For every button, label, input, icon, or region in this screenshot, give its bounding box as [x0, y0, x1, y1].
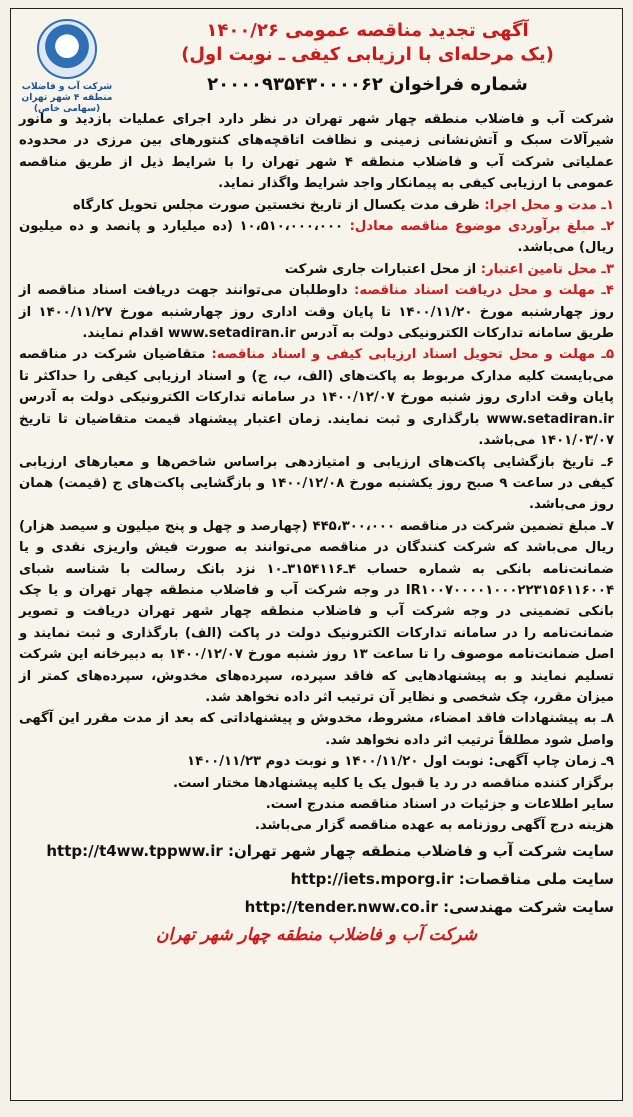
- item-2: [19, 216, 614, 259]
- item-2-label: ۲ـ مبلغ برآوردی موضوع مناقصه معادل:: [343, 219, 614, 235]
- national-site-line: [19, 865, 614, 893]
- company-logo: [19, 19, 115, 115]
- item-1-label: ۱ـ مدت و محل اجرا:: [479, 197, 614, 213]
- company-site-label: سایت شرکت آب و فاضلاب منطقه چهار شهر تهران:: [222, 841, 614, 860]
- item-9: ۹ـ زمان چاپ آگهی: نوبت اول ۱۴۰۰/۱۱/۲۰ و نوبت دوم ۱۴۰۰/۱۱/۲۳: [187, 754, 614, 770]
- item-1-text: ظرف مدت یکسال از تاریخ نخستین صورت مجلس تحویل کارگاه: [72, 197, 480, 213]
- item-5-text: متقاضیان شرکت در مناقصه می‌بایست کلیه مدارک مربوط به پاکت‌های (الف، ب، ج) و اسناد ارزیابی کیفی را حداکثر تا پایان وقت اداری روز شنبه مورخ ۱۴۰۰/۱۲/۰۷ در سامانه تدارکات الکترونیکی دولت به آدرس www.setadiran.ir بارگذاری و ثبت نمایند. زمان اعتبار پیشنهاد قیمت متقاضیان تا تاریخ ۱۴۰۱/۰۳/۰۷ می‌باشد.: [19, 347, 614, 449]
- item-4-text: داوطلبان می‌توانند جهت دریافت اسناد مناقصه از روز چهارشنبه مورخ ۱۴۰۰/۱۱/۲۰ تا پایان وقت اداری روز چهارشنبه مورخ ۱۴۰۰/۱۱/۲۷ از طریق سامانه تدارکات الکترونیکی دولت به آدرس www.setadiran.ir اقدام نمایند.: [19, 283, 614, 342]
- notice-body: [11, 109, 622, 946]
- item-5-label: ۵ـ مهلت و محل تحویل اسناد ارزیابی کیفی و اسناد مناقصه:: [205, 347, 614, 363]
- note-2: سایر اطلاعات و جزئیات در اسناد مناقصه مندرج است.: [265, 797, 614, 812]
- notice-subtitle: (یک مرحله‌ای با ارزیابی کیفی ـ نوبت اول): [181, 44, 554, 65]
- call-number: شماره فراخوان ۲۰۰۰۰۹۳۵۴۳۰۰۰۰۶۲: [207, 74, 528, 95]
- note-3: هزینه درج آگهی روزنامه به عهده مناقصه گزار می‌باشد.: [254, 818, 614, 834]
- item-4-label: ۴ـ مهلت و محل دریافت اسناد مناقصه:: [347, 283, 614, 299]
- notice-title: آگهی تجدید مناقصه عمومی ۱۴۰۰/۲۶: [206, 20, 529, 41]
- notice-header: [11, 9, 622, 114]
- logo-text: شرکت آب و فاضلاب منطقه ۴ شهر تهران (سهامی خاص): [21, 82, 113, 114]
- notice-titles: [121, 19, 614, 97]
- tender-notice: [10, 8, 623, 1101]
- item-2-text: ۱۰،۵۱۰،۰۰۰،۰۰۰ (ده میلیارد و پانصد و ده میلیون ریال) می‌باشد.: [19, 219, 614, 256]
- company-site-line: [19, 837, 614, 865]
- item-3-label: ۳ـ محل تامین اعتبار:: [476, 261, 614, 277]
- water-drop-icon: [37, 19, 97, 79]
- national-site-label: سایت ملی مناقصات:: [453, 869, 614, 888]
- item-5: [19, 344, 614, 451]
- intro-paragraph: شرکت آب و فاضلاب منطقه چهار شهر تهران در نظر دارد اجرای عملیات بازدید و مانور شیرآلات سبک و آتش‌نشانی زمینی و نظافت اتاقچه‌های کنتورهای بین مرزی در محدوده عملیاتی شرکت آب و فاضلاب منطقه ۴ شهر تهران را با شرایط ذیل از طریق مناقصه عمومی با ارزیابی کیفی به پیمانکار واجد شرایط واگذار نماید.: [19, 112, 614, 192]
- item-3-text: از محل اعتبارات جاری شرکت: [284, 261, 477, 277]
- item-7: ۷ـ مبلغ تضمین شرکت در مناقصه ۴۴۵،۳۰۰،۰۰۰ (چهارصد و چهل و پنج میلیون و سیصد هزار) ریال می‌باشد که شرکت کنندگان در مناقصه می‌توانند به صورت فیش واریزی نقدی و یا ضمانت‌نامه بانکی به شماره حساب ۴ـ۳۱۵۴۱۱۶ـ۱۰ نزد بانک رسالت با شناسه شبای IR۱۰۰۷۰۰۰۰۱۰۰۰۲۲۳۱۵۶۱۱۶۰۰۴ در وجه شرکت آب و فاضلاب منطقه چهار تهران و یا چک بانکی تضمینی در وجه شرکت آب و فاضلاب منطقه چهار شهر تهران دریافت و تصویر ضمانت‌نامه را در سامانه تدارکات الکترونیک دولت در پاکت (الف) بارگذاری و ثبت نمایند و اصل ضمانت‌نامه موصوف را تا ساعت ۱۳ روز شنبه مورخ ۱۴۰۰/۱۲/۰۷ به دبیرخانه این شرکت تسلیم نمایند و به پیشنهادهایی که فاقد سپرده، سپرده‌های مخدوش، سپرده‌های کمتر از میزان مقرر، چک شخصی و نظایر آن ترتیب اثر داده نخواهد شد.: [19, 518, 614, 705]
- item-3: [19, 259, 614, 280]
- note-1: برگزار کننده مناقصه در رد یا قبول یک یا کلیه پیشنهادها مختار است.: [172, 775, 614, 791]
- engineering-site-line: [19, 893, 614, 921]
- item-6: ۶ـ تاریخ بازگشایی پاکت‌های ارزیابی و امتیازدهی براساس شاخص‌ها و معیارهای ارزیابی کیفی در ساعت ۹ صبح روز یکشنبه مورخ ۱۴۰۰/۱۲/۰۸ و بازگشایی پاکت‌های ج (قیمت) همان روز می‌باشد.: [19, 454, 614, 513]
- engineering-site-label: سایت شرکت مهندسی:: [437, 897, 614, 916]
- company-site-link[interactable]: http://t4ww.tppww.ir: [46, 841, 223, 860]
- footer-signature: شرکت آب و فاضلاب منطقه چهار شهر تهران: [156, 924, 477, 945]
- engineering-site-link[interactable]: http://tender.nww.co.ir: [244, 897, 438, 916]
- item-8: ۸ـ به پیشنهادات فاقد امضاء، مشروط، مخدوش و پیشنهاداتی که بعد از مدت مقرر این آگهی واصل شود مطلقاً ترتیب اثر داده نخواهد شد.: [19, 711, 614, 748]
- national-site-link[interactable]: http://iets.mporg.ir: [290, 869, 454, 888]
- item-1: [19, 195, 614, 216]
- item-4: [19, 280, 614, 344]
